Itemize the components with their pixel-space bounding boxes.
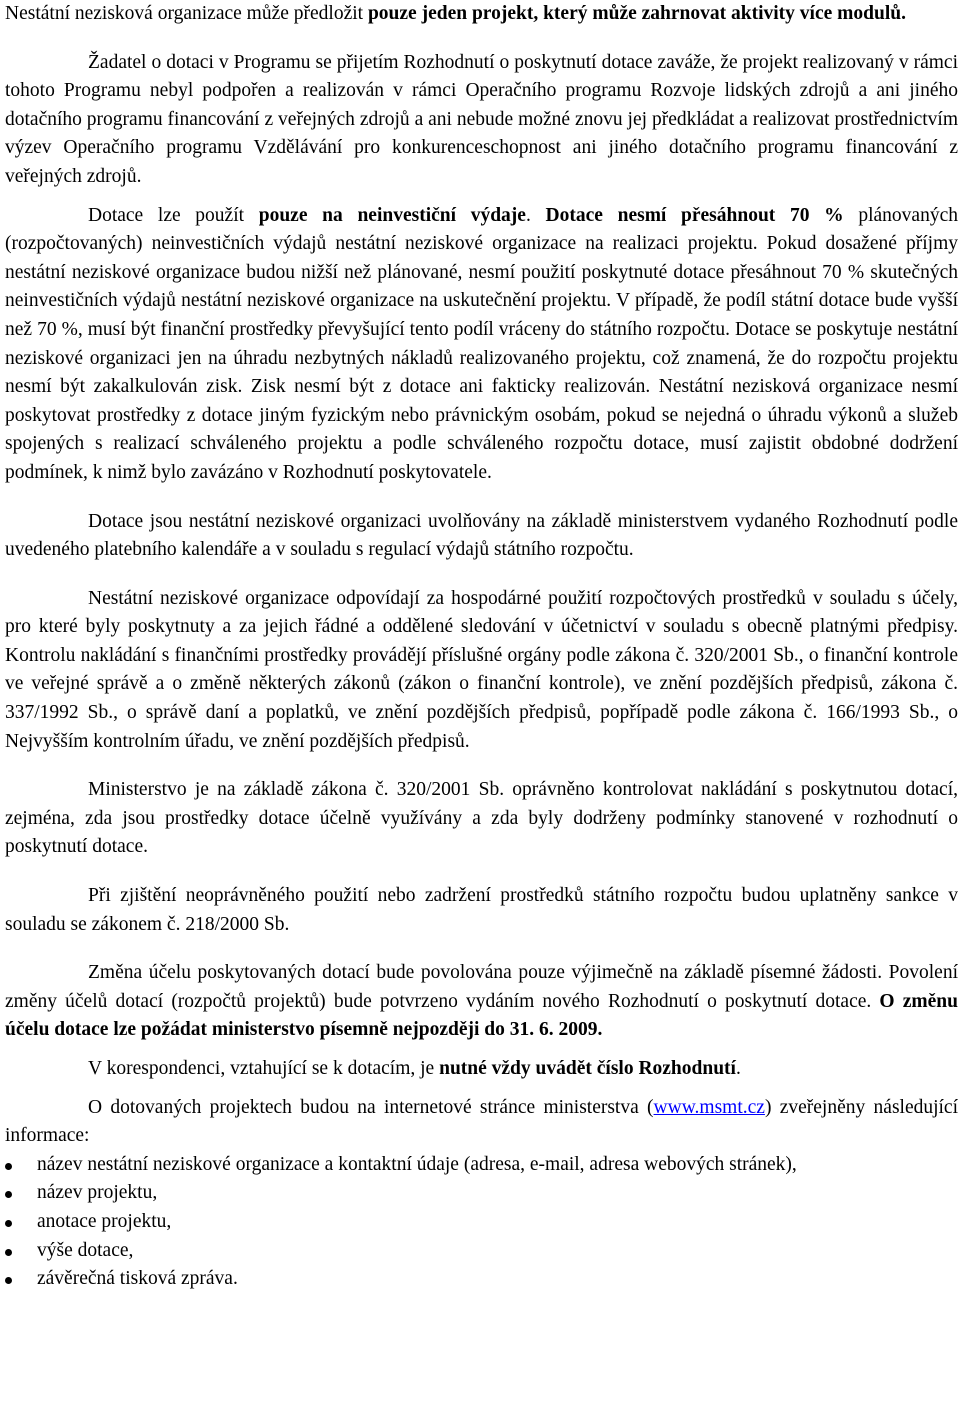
list-item-text: název nestátní neziskové organizace a kontaktní údaje (adresa, e-mail, adresa webových stránek), xyxy=(37,1153,797,1175)
list-item-text: anotace projektu, xyxy=(37,1210,172,1232)
text-segment: V korespondenci, vztahující se k dotacím, je xyxy=(88,1058,440,1079)
emphasis-text: Dotace nesmí přesáhnout 70 % xyxy=(545,204,844,226)
document-page xyxy=(5,0,958,1294)
bullet-icon xyxy=(5,1249,12,1256)
published-info-list xyxy=(5,1151,958,1294)
emphasis-text: pouze jeden projekt, který může zahrnovat aktivity více modulů. xyxy=(367,3,906,24)
paragraph-correspondence xyxy=(5,1055,958,1084)
text-segment: O dotovaných projektech budou na internetové stránce ministerstva ( xyxy=(88,1096,654,1118)
paragraph-sanctions: Při zjištění neoprávněného použití nebo zadržení prostředků státního rozpočtu budou uplatněny sankce v souladu se zákonem č. 218/2000 Sb. xyxy=(5,885,958,935)
list-item-text: název projektu, xyxy=(37,1182,158,1204)
text-segment: . xyxy=(735,1058,741,1079)
paragraph-economic-use: Nestátní neziskové organizace odpovídají za hospodárné použití rozpočtových prostředků v souladu s účely, pro které byly poskytnuty a za jejich řádné a oddělené sledování v účetnictví v souladu s obecně platnými předpisy. Kontrolu nakládání s finančními prostředky provádějí příslušné orgány podle zákona č. 320/2001 Sb., o finanční kontrole ve veřejné správě a o změně některých zákonů (zákon o finanční kontrole), ve znění pozdějších předpisů, zákona č. 337/1992 Sb., o správě daní a poplatků, ve znění pozdějších předpisů, popřípadě podle zákona č. 166/1993 Sb., o Nejvyšším kontrolním úřadu, ve znění pozdějších předpisů. xyxy=(5,587,958,752)
list-item xyxy=(5,1265,958,1294)
text-segment: . xyxy=(525,204,546,226)
emphasis-text: pouze na neinvestiční výdaje xyxy=(258,204,526,226)
list-item xyxy=(5,1208,958,1237)
bullet-icon xyxy=(5,1191,12,1198)
paragraph-published-info xyxy=(5,1094,958,1151)
list-item xyxy=(5,1179,958,1208)
text-segment: Nestátní nezisková organizace může předložit xyxy=(5,3,368,24)
bullet-icon xyxy=(5,1277,12,1284)
bullet-icon xyxy=(5,1163,12,1170)
emphasis-text: nutné vždy uvádět číslo Rozhodnutí xyxy=(439,1058,736,1079)
paragraph-non-investment-costs xyxy=(5,202,958,488)
paragraph-single-project xyxy=(5,0,958,29)
text-segment: Změna účelu poskytovaných dotací bude povolována pouze výjimečně na základě písemné žádosti. Povolení změny účelů dotací (rozpočtů projektů) bude potvrzeno vydáním nového Rozhodnutí o poskytnutí dotace. xyxy=(5,962,958,1012)
ministry-website-link[interactable]: www.msmt.cz xyxy=(653,1096,765,1118)
bullet-icon xyxy=(5,1220,12,1227)
paragraph-subsidy-release: Dotace jsou nestátní neziskové organizaci uvolňovány na základě ministerstvem vydaného Rozhodnutí podle uvedeného platebního kalendáře a v souladu s regulací výdajů státního rozpočtu. xyxy=(5,510,958,561)
paragraph-applicant-commitment: Žadatel o dotaci v Programu se přijetím Rozhodnutí o poskytnutí dotace zaváže, že projekt realizovaný v rámci tohoto Programu nebyl podpořen a realizován v rámci Operačního programu Rozvoje lidských zdrojů a ani jiného dotačního programu financování z veřejných zdrojů a ani nebude možné znovu jej předkládat a realizovat prostřednictvím výzev Operačního programu Vzdělávání pro konkurenceschopnost ani jiného dotačního programu financování z veřejných zdrojů. xyxy=(5,51,958,187)
text-segment: ) zveřejněny následující informace: xyxy=(5,1096,959,1147)
list-item xyxy=(5,1237,958,1266)
text-segment: plánovaných (rozpočtovaných) neinvestičních výdajů nestátní neziskové organizace na realizaci projektu. Pokud dosažené příjmy nestátní neziskové organizace budou nižší než plánované, nesmí použití poskytnuté dotace přesáhnout 70 % skutečných neinvestičních výdajů nestátní neziskové organizace na uskutečnění projektu. V případě, že podíl státní dotace bude vyšší než 70 %, musí být finanční prostředky převyšující tento podíl vráceny do státního rozpočtu. Dotace se poskytuje nestátní neziskové organizaci jen na úhradu nezbytných nákladů realizovaného projektu, což znamená, že do rozpočtu projektu nesmí být zakalkulován zisk. Zisk nesmí být z dotace ani fakticky realizován. Nestátní nezisková organizace nesmí poskytovat prostředky z dotace jiným fyzickým nebo právnickým osobám, pokud se nejedná o úhradu výkonů a služeb spojených s realizací schváleného projektu a podle schváleného rozpočtu dotace, musí zajistit obdobné dodržení podmínek, k nimž bylo zavázáno v Rozhodnutí poskytovatele. xyxy=(5,204,958,483)
paragraph-purpose-change xyxy=(5,959,958,1045)
list-item xyxy=(5,1151,958,1180)
paragraph-ministry-control: Ministerstvo je na základě zákona č. 320/2001 Sb. oprávněno kontrolovat nakládání s poskytnutou dotací, zejména, zda jsou prostředky dotace účelně využívány a zda byly dodrženy podmínky stanovené v rozhodnutí o poskytnutí dotace. xyxy=(5,779,958,858)
list-item-text: závěrečná tisková zpráva. xyxy=(37,1268,238,1290)
list-item-text: výše dotace, xyxy=(37,1239,134,1261)
text-segment: Dotace lze použít xyxy=(88,204,259,226)
emphasis-text: O změnu účelu dotace lze požádat ministerstvo písemně nejpozději do 31. 6. 2009. xyxy=(5,990,958,1041)
